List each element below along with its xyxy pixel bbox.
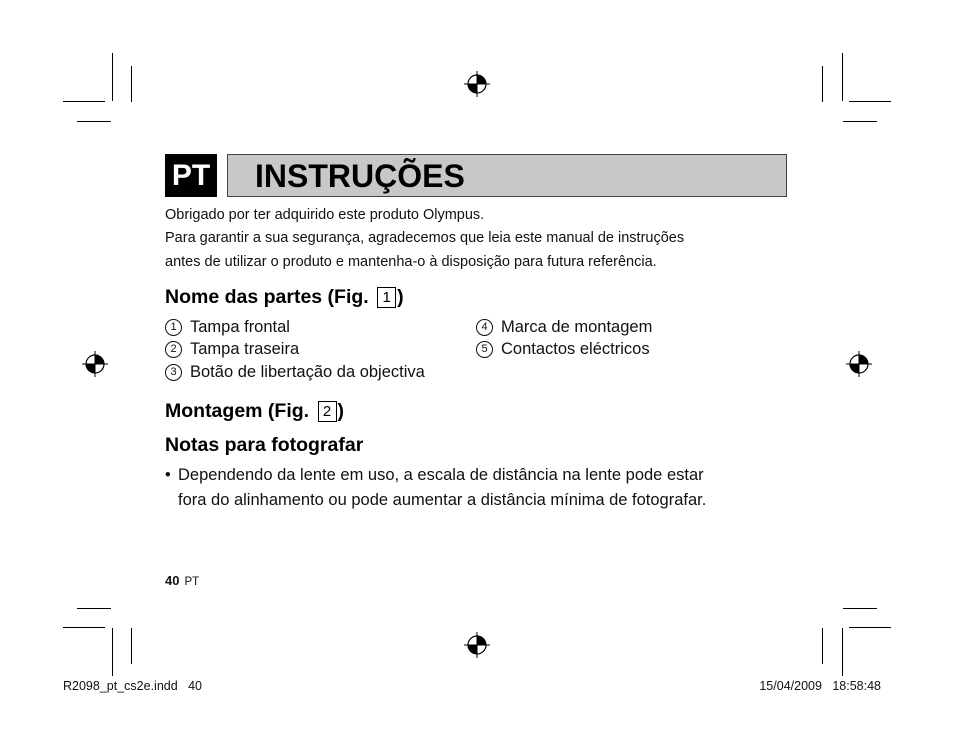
list-item — [476, 318, 652, 337]
item-label: Botão de libertação da objectiva — [190, 363, 425, 381]
item-number-icon: 4 — [476, 319, 493, 336]
crop-mark — [843, 608, 877, 609]
crop-mark — [843, 121, 877, 122]
list-item — [165, 340, 299, 359]
parts-heading-text: Nome das partes (Fig. — [165, 286, 369, 308]
page-title: INSTRUÇÕES — [255, 158, 465, 194]
crop-mark — [822, 628, 823, 664]
crop-mark — [131, 66, 132, 102]
list-item — [165, 318, 290, 337]
crop-mark — [849, 627, 891, 628]
crop-mark — [112, 628, 113, 676]
crop-mark — [112, 53, 113, 101]
item-label: Contactos eléctricos — [501, 340, 650, 358]
page-number-value: 40 — [165, 573, 180, 588]
registration-mark-icon — [464, 71, 490, 97]
parts-heading-close: ) — [397, 286, 404, 308]
mount-heading-close: ) — [337, 400, 344, 422]
page-lang: PT — [184, 576, 200, 588]
crop-mark — [842, 53, 843, 101]
crop-mark — [822, 66, 823, 102]
page-number — [165, 573, 199, 588]
mount-heading-text: Montagem (Fig. — [165, 400, 310, 422]
item-number-icon: 5 — [476, 341, 493, 358]
crop-mark — [77, 121, 111, 122]
item-number-icon: 2 — [165, 341, 182, 358]
parts-heading — [165, 286, 404, 309]
crop-mark — [77, 608, 111, 609]
mount-heading — [165, 400, 344, 423]
bullet-item — [165, 463, 785, 513]
intro-line-2: Para garantir a sua segurança, agradecemos que leia este manual de instruções — [165, 230, 685, 246]
crop-mark — [131, 628, 132, 664]
item-number-icon: 3 — [165, 364, 182, 381]
figure-number-box: 1 — [377, 287, 396, 308]
item-label: Marca de montagem — [501, 318, 653, 336]
footer-timestamp: 15/04/2009 18:58:48 — [759, 679, 881, 693]
crop-mark — [63, 627, 105, 628]
crop-mark — [63, 101, 105, 102]
item-number-icon: 1 — [165, 319, 182, 336]
list-item — [476, 340, 650, 359]
registration-mark-icon — [846, 351, 872, 377]
intro-line-3: antes de utilizar o produto e mantenha-o à disposição para futura referência. — [165, 254, 657, 270]
footer-filename: R2098_pt_cs2e.indd 40 — [63, 679, 202, 693]
title-bar — [227, 154, 787, 197]
crop-mark — [849, 101, 891, 102]
intro-line-1: Obrigado por ter adquirido este produto Olympus. — [165, 207, 485, 223]
bullet-line-1: Dependendo da lente em uso, a escala de distância na lente pode estar — [178, 466, 704, 484]
registration-mark-icon — [464, 632, 490, 658]
list-item — [165, 363, 425, 382]
figure-number-box: 2 — [318, 401, 337, 422]
registration-mark-icon — [82, 351, 108, 377]
language-badge — [165, 154, 217, 197]
bullet-line-2: fora do alinhamento ou pode aumentar a distância mínima de fotografar. — [178, 491, 707, 509]
item-label: Tampa frontal — [190, 318, 290, 336]
language-badge-label: PT — [171, 158, 211, 192]
bullet-icon: • — [165, 466, 171, 484]
item-label: Tampa traseira — [190, 340, 300, 358]
crop-mark — [842, 628, 843, 676]
notes-heading: Notas para fotografar — [165, 434, 364, 456]
